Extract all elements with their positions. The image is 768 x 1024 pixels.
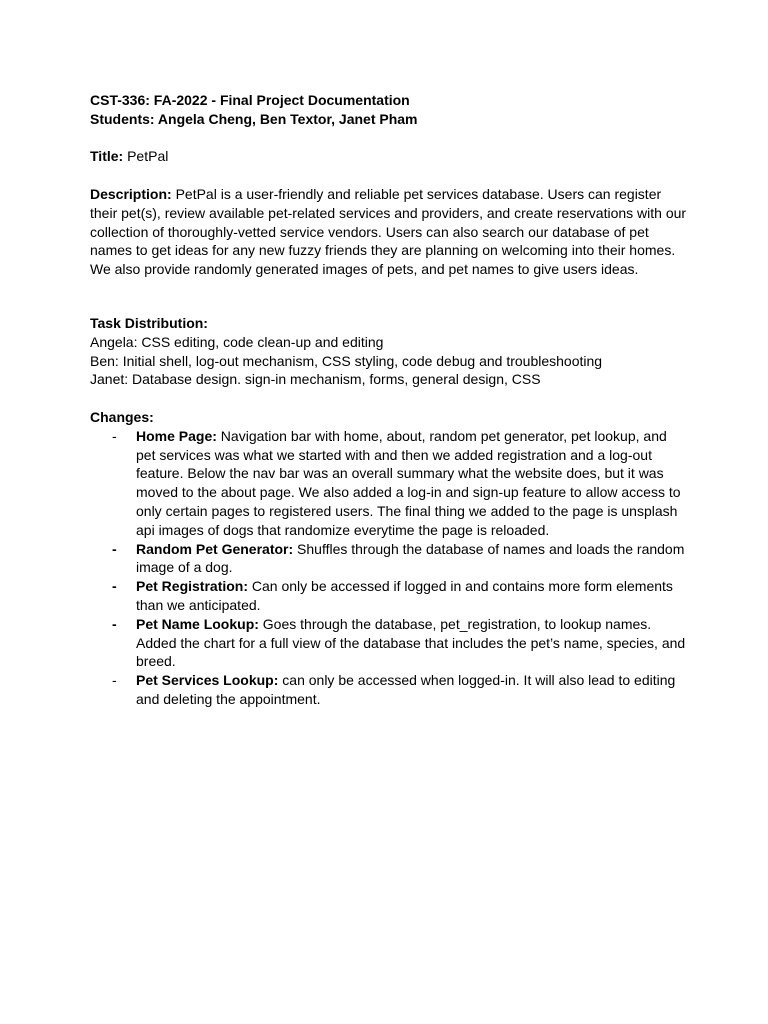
change-text: Shuffles through the database of names and loads the random image of a dog. — [136, 540, 685, 576]
task-distribution-heading: Task Distribution: — [90, 314, 208, 331]
description-paragraph — [90, 185, 690, 279]
change-label: Pet Name Lookup: — [136, 615, 259, 632]
title-label: Title: — [90, 148, 124, 165]
changes-list — [90, 427, 690, 709]
change-text: can only be accessed when logged-in. It will also lead to editing and deleting the appointment. — [136, 672, 676, 707]
change-item-random-pet-generator — [90, 540, 690, 578]
task-item-angela: Angela: CSS editing, code clean-up and editing — [90, 333, 384, 350]
bullet-dash: - — [112, 615, 117, 632]
description-label: Description: — [90, 185, 172, 202]
task-item-ben: Ben: Initial shell, log-out mechanism, CSS styling, code debug and troubleshooting — [90, 352, 603, 369]
change-item-pet-registration — [90, 577, 690, 615]
change-item-pet-name-lookup — [90, 615, 690, 671]
title-value: PetPal — [123, 148, 169, 165]
change-label: Pet Services Lookup: — [136, 672, 279, 689]
change-text: Can only be accessed if logged in and contains more form elements than we anticipated. — [136, 578, 673, 613]
change-item-pet-services-lookup — [90, 671, 690, 709]
change-label: Home Page: — [136, 427, 217, 444]
bullet-dash: - — [112, 427, 117, 444]
change-text: Navigation bar with home, about, random pet generator, pet lookup, and pet services was what we started with and then we added registration and a log-out feature. Below the nav bar was an overall summary what the website does, but it was moved to the about page. We also added a log-in and sign-up feature to allow access to only certain pages to registered users. The final thing we added to the page is unsplash api images of dogs that randomize everytime the page is reloaded. — [136, 427, 681, 538]
students-line: Students: Angela Cheng, Ben Textor, Janet Pham — [90, 110, 418, 127]
bullet-dash: - — [112, 578, 117, 595]
description-text: PetPal is a user-friendly and reliable pet services database. Users can register their pet(s), review available pet-related services and providers, and create reservations with our collection of thoroughly-vetted service vendors. Users can also search our database of pet names to get ideas for any new fuzzy friends they are planning on welcoming into their homes. We also provide randomly generated images of pets, and pet names to give users ideas. — [90, 185, 687, 278]
bullet-dash: - — [112, 672, 117, 689]
document-content — [90, 91, 690, 709]
changes-heading: Changes: — [90, 408, 154, 425]
change-label: Random Pet Generator: — [136, 540, 294, 557]
bullet-dash: - — [112, 540, 117, 557]
task-item-janet: Janet: Database design. sign-in mechanism, forms, general design, CSS — [90, 371, 541, 388]
change-label: Pet Registration: — [136, 578, 249, 595]
document-heading: CST-336: FA-2022 - Final Project Documentation — [90, 92, 410, 108]
change-item-home-page — [90, 427, 690, 540]
title-paragraph — [90, 147, 690, 166]
change-text: Goes through the database, pet_registration, to lookup names. Added the chart for a full view of the database that includes the pet’s name, species, and breed. — [136, 615, 686, 670]
